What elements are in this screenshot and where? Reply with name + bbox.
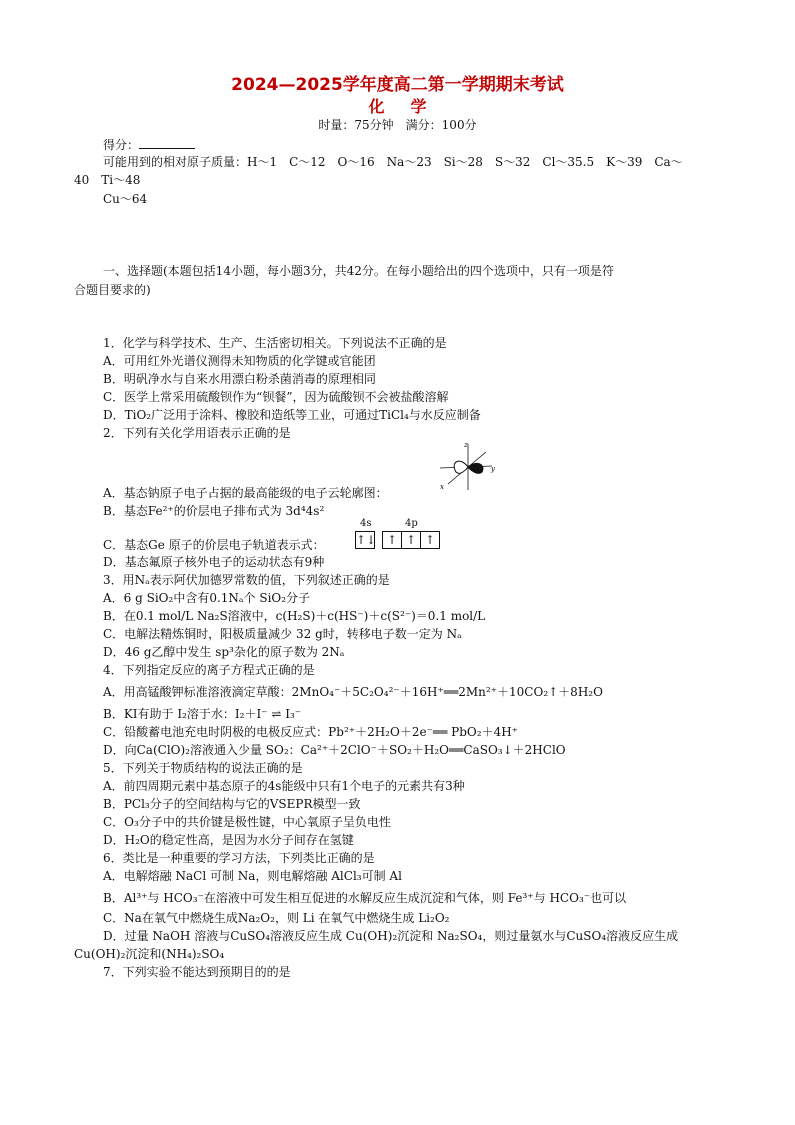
axis-y-label: y (491, 465, 495, 473)
orbital-box-4p-2: ↑ (401, 531, 421, 549)
p-orbital-icon (436, 440, 500, 494)
subject-title: 化学 (368, 97, 453, 116)
axis-z-label: z (464, 441, 468, 449)
orbital-box-4s: ↑↓ (356, 533, 377, 547)
score-field (103, 136, 195, 154)
question-line: B．Al³⁺与 HCO₃⁻在溶液中可发生相互促进的水解反应生成沉淀和气体，则 Fe³⁺与 HCO₃⁻也可以 (103, 891, 627, 905)
question-line: A．前四周期元素中基态原子的4s能级中只有1个电子的元素共有3种 (103, 779, 465, 793)
section-heading-line-1: 一、选择题(本题包括14小题，每小题3分，共42分。在每小题给出的四个选项中，只有一项是符 (103, 264, 614, 278)
question-line: D．向Ca(ClO)₂溶液通入少量 SO₂：Ca²⁺＋2ClO⁻＋SO₂＋H₂O══CaSO₃↓＋2HClO (103, 743, 566, 757)
question-line: A．基态钠原子电子占据的最高能级的电子云轮廓图： (103, 486, 388, 500)
label-4s: 4s (360, 518, 372, 529)
question-line: 6．类比是一种重要的学习方法，下列类比正确的是 (103, 851, 375, 865)
question-line: 3．用Nₐ表示阿伏加德罗常数的值，下列叙述正确的是 (103, 573, 390, 587)
question-line: A．6 g SiO₂中含有0.1Nₐ个 SiO₂分子 (103, 591, 311, 605)
score-label: 得分： (103, 138, 140, 152)
question-line: 4．下列指定反应的离子方程式正确的是 (103, 663, 315, 677)
question-line: 5．下列关于物质结构的说法正确的是 (103, 761, 303, 775)
atomic-mass-line-3: Cu～64 (103, 192, 148, 206)
question-line: D．H₂O的稳定性高，是因为水分子间存在氢键 (103, 833, 354, 847)
question-line: A．用高锰酸钾标准溶液滴定草酸：2MnO₄⁻＋5C₂O₄²⁻＋16H⁺══2Mn²⁺＋10CO₂↑＋8H₂O (103, 685, 603, 699)
question-line: C．基态Ge 原子的价层电子轨道表示式： (103, 538, 325, 552)
orbital-box-4p-3: ↑ (420, 531, 440, 549)
question-line: A．可用红外光谱仪测得未知物质的化学键或官能团 (103, 354, 376, 368)
time-score-info: 时量：75分钟 满分：100分 (318, 118, 477, 132)
score-blank (139, 136, 195, 149)
question-line: B．KI有助于 I₂溶于水：I₂＋I⁻ ⇌ I₃⁻ (103, 707, 302, 721)
question-line: B．明矾净水与自来水用漂白粉杀菌消毒的原理相同 (103, 372, 376, 386)
axis-x-label: x (440, 483, 444, 491)
question-line: C．Na在氧气中燃烧生成Na₂O₂，则 Li 在氧气中燃烧生成 Li₂O₂ (103, 911, 450, 925)
section-heading-line-2: 合题目要求的) (74, 283, 151, 297)
question-line: D．过量 NaOH 溶液与CuSO₄溶液反应生成 Cu(OH)₂沉淀和 Na₂SO₄，则过量氨水与CuSO₄溶液反应生成 (103, 929, 679, 943)
orbital-box-4p-1: ↑ (382, 531, 402, 549)
question-line: A．电解熔融 NaCl 可制 Na，则电解熔融 AlCl₃可制 Al (103, 869, 402, 883)
question-line: D．TiO₂广泛用于涂料、橡胶和造纸等工业，可通过TiCl₄与水反应制备 (103, 408, 481, 422)
question-line: Cu(OH)₂沉淀和(NH₄)₂SO₄ (74, 947, 225, 961)
question-line: D．46 g乙醇中发生 sp³杂化的原子数为 2Nₐ (103, 645, 345, 659)
question-line: D．基态氟原子核外电子的运动状态有9种 (103, 555, 325, 569)
question-line: B．PCl₃分子的空间结构与它的VSEPR模型一致 (103, 797, 361, 811)
question-line: 2．下列有关化学用语表示正确的是 (103, 426, 291, 440)
question-line: 1．化学与科学技术、生产、生活密切相关。下列说法不正确的是 (103, 336, 447, 350)
atomic-mass-line-1: 可能用到的相对原子质量：H～1 C～12 O～16 Na～23 Si～28 S～32 Cl～35.5 K～39 Ca～ (103, 155, 683, 169)
question-line: C．O₃分子中的共价键是极性键，中心氧原子呈负电性 (103, 815, 391, 829)
atomic-mass-line-2: 40 Ti～48 (74, 173, 141, 187)
question-line: B．基态Fe²⁺的价层电子排布式为 3d⁴4s² (103, 504, 325, 518)
label-4p: 4p (405, 518, 418, 529)
question-line: C．铅酸蓄电池充电时阴极的电极反应式：Pb²⁺＋2H₂O＋2e⁻══ PbO₂＋4H⁺ (103, 725, 519, 739)
question-line: C．电解法精炼铜时，阳极质量减少 32 g时，转移电子数一定为 Nₐ (103, 627, 462, 641)
question-line: B．在0.1 mol/L Na₂S溶液中，c(H₂S)＋c(HS⁻)＋c(S²⁻)＝0.1 mol/L (103, 609, 486, 623)
question-line: C．医学上常采用硫酸钡作为“钡餐”，因为硫酸钡不会被盐酸溶解 (103, 390, 449, 404)
question-line: 7．下列实验不能达到预期目的的是 (103, 965, 291, 979)
exam-title: 2024—2025学年度高二第一学期期末考试 (231, 75, 564, 95)
